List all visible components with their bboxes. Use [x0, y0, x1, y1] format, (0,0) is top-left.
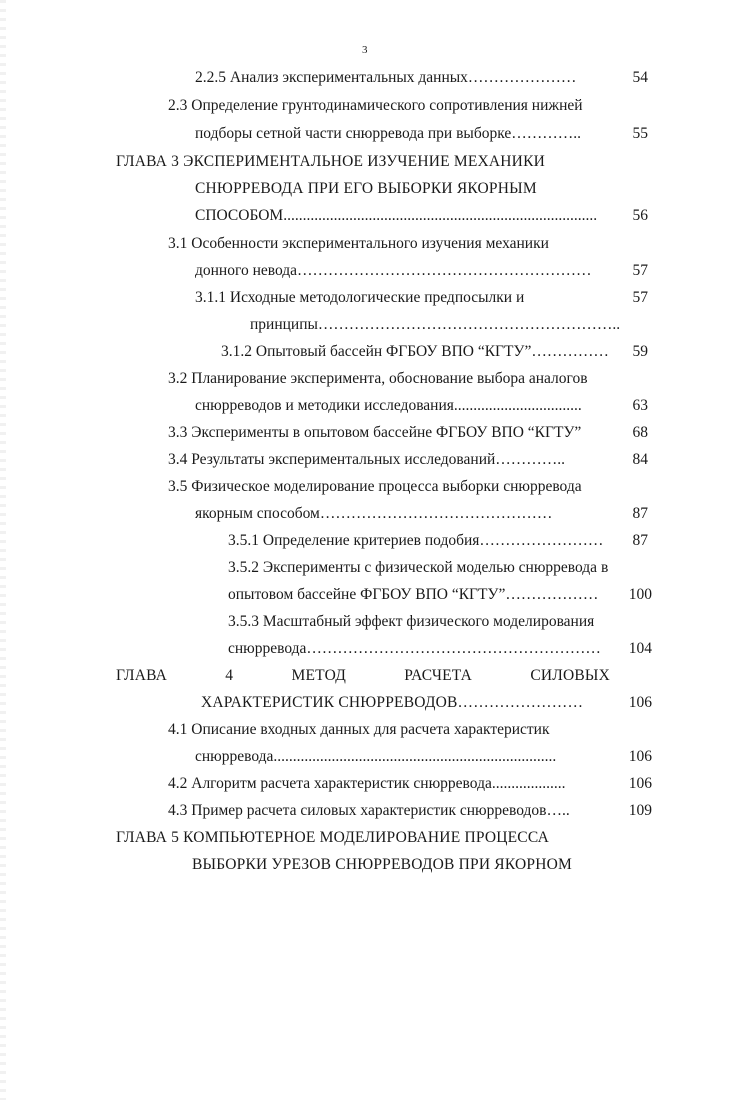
chapter-heading [116, 666, 610, 686]
chapter-heading: ВЫБОРКИ УРЕЗОВ СНЮРРЕВОДОВ ПРИ ЯКОРНОМ [192, 856, 572, 873]
toc-entry-text: опытовом бассейне ФГБОУ ВПО “КГТУ”……………… [228, 586, 599, 603]
toc-entry-text: 3.5 Физическое моделирование процесса выборки снюрревода [168, 478, 582, 495]
toc-entry-text: снюрревода………………………………………………… [228, 640, 601, 657]
toc-entry-page: 55 [632, 125, 648, 142]
toc-entry-text: 3.1 Особенности экспериментального изучения механики [168, 235, 549, 252]
toc-entry-page: 54 [632, 69, 648, 86]
toc-entry-text: 4.1 Описание входных данных для расчета характеристик [168, 721, 550, 738]
heading-word: МЕТОД [291, 667, 346, 684]
toc-entry-text: снюрревода......................................................................... [195, 748, 557, 765]
toc-entry-text: 4.2 Алгоритм расчета характеристик снюрревода................... [168, 775, 566, 792]
toc-entry-text: 2.3 Определение грунтодинамического сопротивления нижней [168, 97, 583, 114]
toc-entry-page: 84 [632, 451, 648, 468]
toc-entry-text: подборы сетной части снюрревода при выборке………….. [195, 125, 581, 142]
toc-entry-page: 106 [628, 775, 652, 792]
chapter-heading: СНЮРРЕВОДА ПРИ ЕГО ВЫБОРКИ ЯКОРНЫМ [195, 180, 537, 197]
toc-entry-page: 87 [632, 505, 648, 522]
heading-word: ГЛАВА [116, 667, 168, 684]
toc-entry-text: 3.4 Результаты экспериментальных исследований………….. [168, 451, 566, 468]
toc-entry-page: 57 [632, 289, 648, 306]
toc-entry-text: снюрреводов и методики исследования................................. [195, 397, 582, 414]
chapter-heading: ХАРАКТЕРИСТИК СНЮРРЕВОДОВ…………………… [201, 694, 584, 711]
toc-entry-page: 104 [628, 640, 652, 657]
heading-word: 4 [225, 667, 234, 684]
toc-entry-text: 2.2.5 Анализ экспериментальных данных………………… [195, 69, 577, 86]
toc-entry-page: 68 [632, 424, 648, 441]
toc-entry-text: 3.3 Эксперименты в опытовом бассейне ФГБОУ ВПО “КГТУ” [168, 424, 582, 441]
toc-entry-text: 3.5.2 Эксперименты с физической моделью снюрревода в [228, 559, 609, 576]
toc-entry-page: 57 [632, 262, 648, 279]
chapter-heading: ГЛАВА 5 КОМПЬЮТЕРНОЕ МОДЕЛИРОВАНИЕ ПРОЦЕССА [116, 829, 550, 846]
scan-edge [0, 0, 6, 1100]
toc-entry-text: 3.5.1 Определение критериев подобия…………………… [228, 532, 604, 549]
toc-entry-text: СПОСОБОМ................................................................................. [195, 207, 598, 224]
heading-word: РАСЧЕТА [404, 667, 473, 684]
toc-entry-page: 63 [632, 397, 648, 414]
toc-entry-page: 100 [628, 586, 652, 603]
toc-entry-page: 59 [632, 343, 648, 360]
toc-entry-text: 3.1.1 Исходные методологические предпосылки и [195, 289, 525, 306]
chapter-heading: ГЛАВА 3 ЭКСПЕРИМЕНТАЛЬНОЕ ИЗУЧЕНИЕ МЕХАНИКИ [116, 153, 546, 170]
toc-entry-page: 106 [628, 694, 652, 711]
toc-entry-text: донного невода………………………………………………… [195, 262, 592, 279]
toc-entry-page: 87 [632, 532, 648, 549]
toc-entry-text: 3.2 Планирование эксперимента, обоснование выбора аналогов [168, 370, 588, 387]
page-number: 3 [362, 44, 368, 56]
toc-entry-text: 3.5.3 Масштабный эффект физического моделирования [228, 613, 595, 630]
toc-entry-page: 109 [628, 802, 652, 819]
toc-entry-page: 106 [628, 748, 652, 765]
toc-entry-text: 3.1.2 Опытовый бассейн ФГБОУ ВПО “КГТУ”…………… [221, 343, 609, 360]
toc-entry-text: якорным способом……………………………………… [195, 505, 553, 522]
toc-entry-page: 56 [632, 207, 648, 224]
toc-entry-text: 4.3 Пример расчета силовых характеристик снюрреводов….. [168, 802, 570, 819]
heading-word: СИЛОВЫХ [530, 667, 610, 684]
toc-entry-text: принципы………………………………………………….. [250, 316, 620, 333]
